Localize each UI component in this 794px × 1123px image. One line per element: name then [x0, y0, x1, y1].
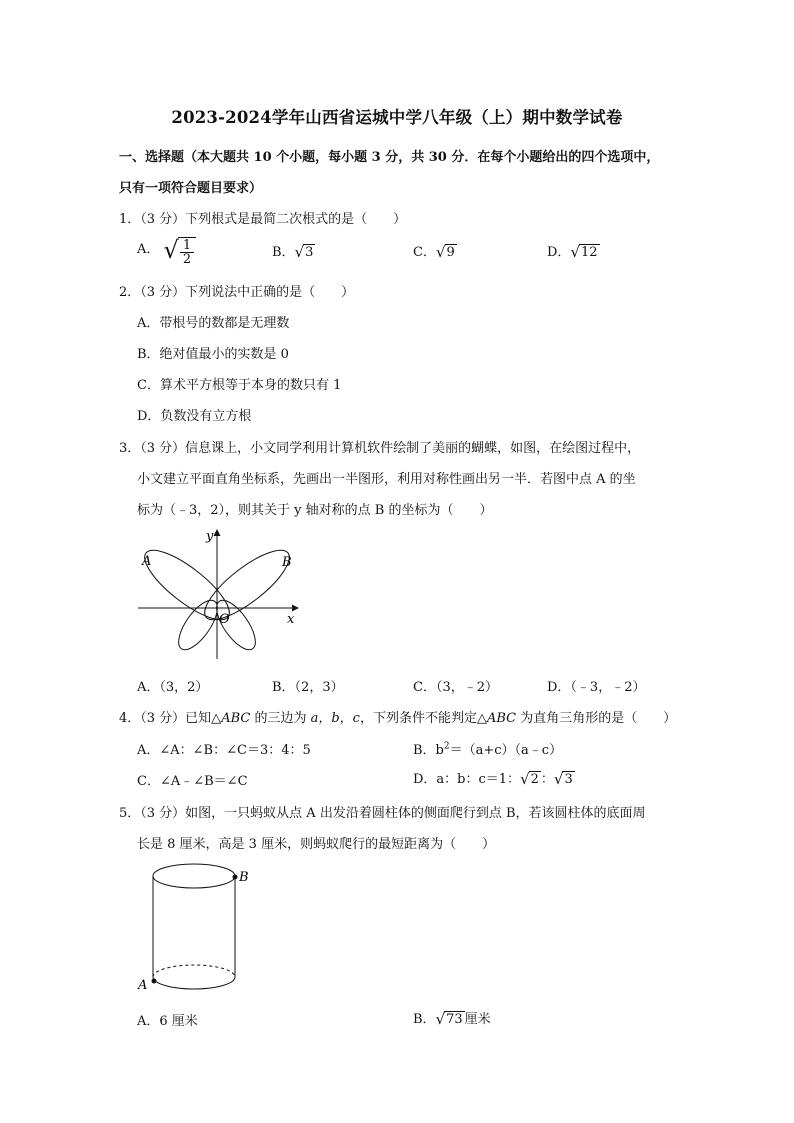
- q4-option-c: C．∠A﹣∠B＝∠C: [137, 774, 248, 789]
- q4-triangle-name: ABC: [221, 711, 251, 726]
- q2-option-a: A．带根号的数都是无理数: [137, 316, 290, 331]
- q2-stem: 2．（3 分）下列说法中正确的是（ ）: [119, 285, 355, 300]
- cylinder-bottom-front: [153, 977, 235, 989]
- q4-option-b: [413, 739, 562, 758]
- point-b-label: B: [239, 870, 249, 885]
- unit-text: 厘米: [464, 1012, 491, 1027]
- q2-option-d: D．负数没有立方根: [137, 409, 252, 424]
- q4-option-d: D．a：b：c＝1：√2 ：√3: [413, 770, 573, 788]
- option-label: B．: [413, 1012, 436, 1027]
- q3-stem-line3: 标为（﹣3，2），则其关于 y 轴对称的点 B 的坐标为（ ）: [137, 503, 493, 518]
- section-heading-line2: 只有一项符合题目要求）: [119, 181, 263, 196]
- q1-option-d: D．√12: [547, 243, 598, 261]
- radical-expression: √ $\frac{1}{2}$: [164, 233, 197, 266]
- q4-stem-part: ，下列条件不能判定△: [359, 711, 487, 726]
- q5-stem-line1: 5．（3 分）如图，一只蚂蚁从点 A 出发沿着圆柱体的侧面爬行到点 B，若该圆柱体的底面周: [119, 806, 646, 821]
- option-text: ＝（a+c）（a﹣c）: [449, 743, 563, 758]
- point-a-dot: [152, 979, 157, 984]
- q3-option-b: B．（2，3）: [272, 680, 344, 695]
- fraction-denominator: 2: [182, 251, 192, 267]
- cylinder-figure: [130, 856, 260, 1006]
- option-label: A．: [137, 241, 160, 257]
- x-axis-label: x: [287, 612, 295, 627]
- q4-stem-part: 4．（3 分）已知△: [119, 711, 222, 726]
- section-heading-line1: 一、选择题（本大题共 10 个小题，每小题 3 分，共 30 分．在每个小题给出的四个选项中，: [119, 150, 660, 165]
- q4-triangle-name: ABC: [486, 711, 517, 726]
- page-title: 2023-2024学年山西省运城中学八年级（上）期中数学试卷: [171, 108, 623, 127]
- cylinder-bottom-back: [153, 965, 235, 977]
- q5-option-b: B．√73 厘米: [413, 1010, 491, 1028]
- option-label: C．: [413, 245, 436, 260]
- option-label: B．: [272, 245, 295, 260]
- q3-option-d: D．（﹣3，﹣2）: [547, 680, 646, 695]
- q3-stem-line1: 3．（3 分）信息课上，小文同学利用计算机软件绘制了美丽的蝴蝶，如图，在绘图过程中，: [119, 441, 641, 456]
- q3-option-c: C．（3，﹣2）: [413, 680, 498, 695]
- fraction-numerator: 1: [180, 239, 194, 253]
- radicand: 3: [305, 245, 314, 260]
- q2-option-c: C．算术平方根等于本身的数只有 1: [137, 378, 342, 393]
- option-text: B．b: [413, 743, 444, 758]
- origin-label: O: [219, 612, 230, 627]
- q1-stem: 1．（3 分）下列根式是最简二次根式的是（ ）: [119, 212, 407, 227]
- point-a-label: A: [142, 554, 152, 569]
- q4-side-variables: a，b，c: [310, 711, 360, 726]
- y-axis-label: y: [206, 529, 214, 544]
- radicand: 3: [564, 772, 573, 787]
- q1-option-c: C．√9: [413, 243, 455, 261]
- radicand: 12: [581, 245, 598, 260]
- q5-stem-line2: 长是 8 厘米，高是 3 厘米，则蚂蚁爬行的最短距离为（ ）: [137, 837, 496, 852]
- option-label: D．: [547, 245, 571, 260]
- option-text: ：: [540, 772, 554, 787]
- q1-option-a: [137, 233, 196, 266]
- q4-option-a: A．∠A：∠B：∠C＝3：4：5: [137, 743, 311, 758]
- right-upper-wing: [196, 540, 299, 631]
- butterfly-figure: [130, 524, 310, 664]
- radicand: 2: [530, 772, 539, 787]
- exponent: 2: [443, 741, 450, 752]
- cylinder-top: [153, 864, 235, 888]
- q4-stem: [119, 707, 676, 726]
- option-text: D．a：b：c＝1：: [413, 772, 521, 787]
- q1-option-b: B．√3: [272, 243, 314, 261]
- q5-option-a: A．6 厘米: [137, 1014, 198, 1029]
- q3-option-a: A．（3，2）: [137, 680, 209, 695]
- q4-stem-part: 为直角三角形的是（ ）: [516, 711, 677, 726]
- q2-option-b: B．绝对值最小的实数是 0: [137, 347, 289, 362]
- q3-stem-line2: 小文建立平面直角坐标系，先画出一半图形，利用对称性画出另一半．若图中点 A 的坐: [137, 472, 636, 487]
- point-a-label: A: [138, 978, 148, 993]
- point-b-label: B: [282, 555, 292, 570]
- point-b-dot: [233, 875, 238, 880]
- q4-stem-part: 的三边为: [250, 711, 311, 726]
- radicand: 9: [446, 245, 455, 260]
- radicand: 73: [446, 1012, 463, 1027]
